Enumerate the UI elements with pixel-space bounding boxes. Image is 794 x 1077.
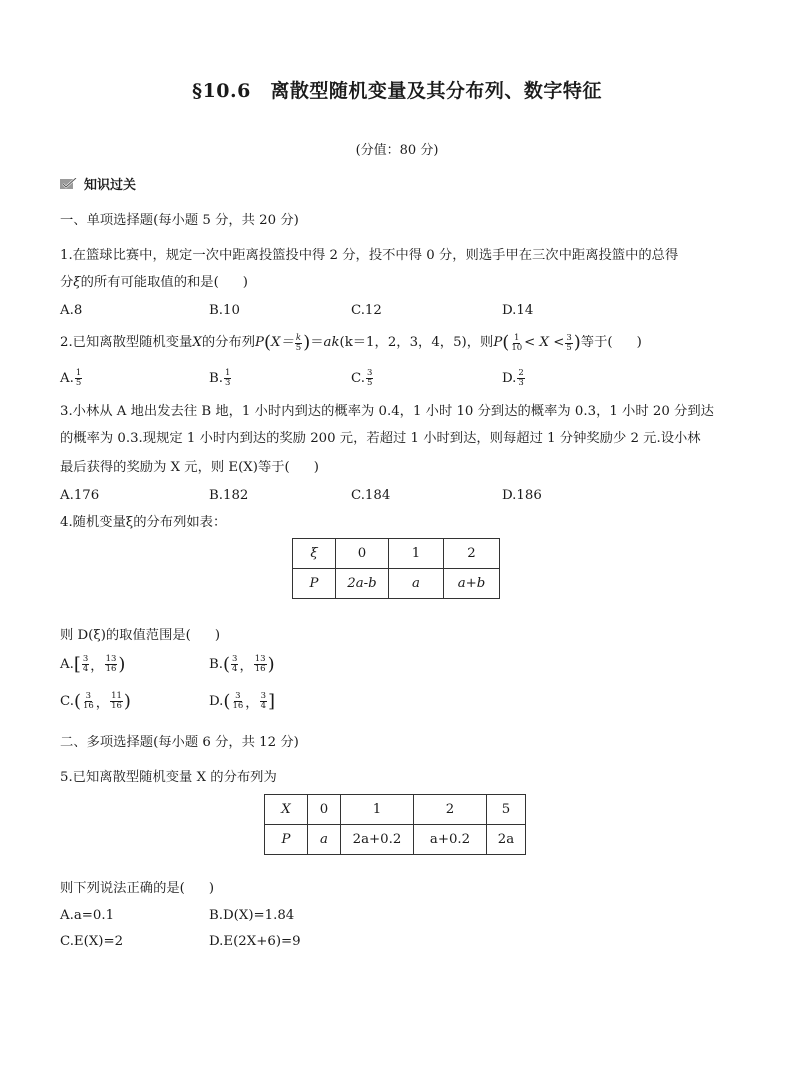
table-cell: 2 xyxy=(414,795,487,825)
q2-option-b[interactable]: B. $\frac{1}{3}$ xyxy=(209,368,231,388)
table-cell: 2a xyxy=(487,825,526,855)
q5-option-d[interactable]: D.E(2X+6)=9 xyxy=(209,934,301,949)
section-badge xyxy=(60,174,136,193)
table-cell: a+0.2 xyxy=(414,825,487,855)
q4-distribution-table xyxy=(292,538,500,599)
part1-header: 一、单项选择题(每小题 5 分，共 20 分) xyxy=(60,213,299,228)
q5-ask: 则下列说法正确的是( ) xyxy=(60,881,215,896)
q5-option-b[interactable]: B.D(X)=1.84 xyxy=(209,908,295,923)
q5-option-a[interactable]: A.a=0.1 xyxy=(60,908,115,923)
table-row xyxy=(293,569,500,599)
q5-distribution-table xyxy=(264,794,526,855)
q2-option-c[interactable]: C. $\frac{3}{5}$ xyxy=(351,368,373,388)
q4-option-d[interactable]: D. ( $\frac{3}{16}$ ， $\frac{3}{4}$ ] xyxy=(209,691,276,712)
table-row xyxy=(293,539,500,569)
table-cell: a xyxy=(389,569,444,599)
q4-option-b[interactable]: B. ( $\frac{3}{4}$ ， $\frac{13}{16}$ ) xyxy=(209,654,275,675)
q1-option-d[interactable]: D.14 xyxy=(502,303,534,318)
q1-line1: 1.在篮球比赛中，规定一次中距离投篮投中得 2 分，投不中得 0 分，则选手甲在三次中距离投篮中的总得 xyxy=(60,248,679,263)
q3-line2: 的概率为 0.3.现规定 1 小时内到达的奖励 200 元，若超过 1 小时到达，则每超过 1 分钟奖励少 2 元.设小林 xyxy=(60,431,701,446)
table-row xyxy=(265,795,526,825)
table-cell: 2 xyxy=(444,539,500,569)
q5-option-c[interactable]: C.E(X)=2 xyxy=(60,934,124,949)
table-cell: ξ xyxy=(293,539,336,569)
table-cell: P xyxy=(293,569,336,599)
table-cell: P xyxy=(265,825,308,855)
score-note: (分值：80 分) xyxy=(355,143,439,158)
q2-stem: 2.已知离散型随机变量 X 的分布列 P ( X＝ $\frac{k}{5}$ ) ＝ ak (k＝1，2，3，4，5)，则 P ( $\frac{1}{10}$ < X < $\frac{3}{5}$ ) 等于( ) xyxy=(60,332,642,353)
part2-header: 二、多项选择题(每小题 6 分，共 12 分) xyxy=(60,735,299,750)
q1-option-b[interactable]: B.10 xyxy=(209,303,240,318)
q2-option-a[interactable]: A. $\frac{1}{5}$ xyxy=(60,368,82,388)
page-title: §10.6 离散型随机变量及其分布列、数字特征 xyxy=(192,80,602,102)
q3-option-a[interactable]: A.176 xyxy=(60,488,100,503)
table-cell: 0 xyxy=(308,795,341,825)
q3-option-d[interactable]: D.186 xyxy=(502,488,542,503)
q4-option-c[interactable]: C. ( $\frac{3}{16}$ ， $\frac{11}{16}$ ) xyxy=(60,691,131,712)
table-cell: a+b xyxy=(444,569,500,599)
table-cell: 2a+0.2 xyxy=(341,825,414,855)
table-cell: X xyxy=(265,795,308,825)
q5-stem: 5.已知离散型随机变量 X 的分布列为 xyxy=(60,770,277,785)
table-row xyxy=(265,825,526,855)
table-cell: 5 xyxy=(487,795,526,825)
q1-option-a[interactable]: A.8 xyxy=(60,303,83,318)
table-cell: 0 xyxy=(336,539,389,569)
q4-option-a[interactable]: A. [ $\frac{3}{4}$ ， $\frac{13}{16}$ ) xyxy=(60,654,126,675)
table-cell: 1 xyxy=(341,795,414,825)
q1-option-c[interactable]: C.12 xyxy=(351,303,382,318)
check-list-icon xyxy=(60,178,78,190)
q3-line1: 3.小林从 A 地出发去往 B 地，1 小时内到达的概率为 0.4，1 小时 10 分到达的概率为 0.3，1 小时 20 分到达 xyxy=(60,404,714,419)
table-cell: 1 xyxy=(389,539,444,569)
section-label: 知识过关 xyxy=(84,178,137,193)
q4-ask: 则 D(ξ)的取值范围是( ) xyxy=(60,628,221,643)
q3-option-c[interactable]: C.184 xyxy=(351,488,391,503)
table-cell: a xyxy=(308,825,341,855)
q4-stem: 4.随机变量ξ的分布列如表： xyxy=(60,515,227,530)
q1-line2: 分ξ的所有可能取值的和是( ) xyxy=(60,275,248,290)
q3-option-b[interactable]: B.182 xyxy=(209,488,249,503)
q2-option-d[interactable]: D. $\frac{2}{3}$ xyxy=(502,368,524,388)
q3-line3: 最后获得的奖励为 X 元，则 E(X)等于( ) xyxy=(60,460,319,475)
table-cell: 2a-b xyxy=(336,569,389,599)
